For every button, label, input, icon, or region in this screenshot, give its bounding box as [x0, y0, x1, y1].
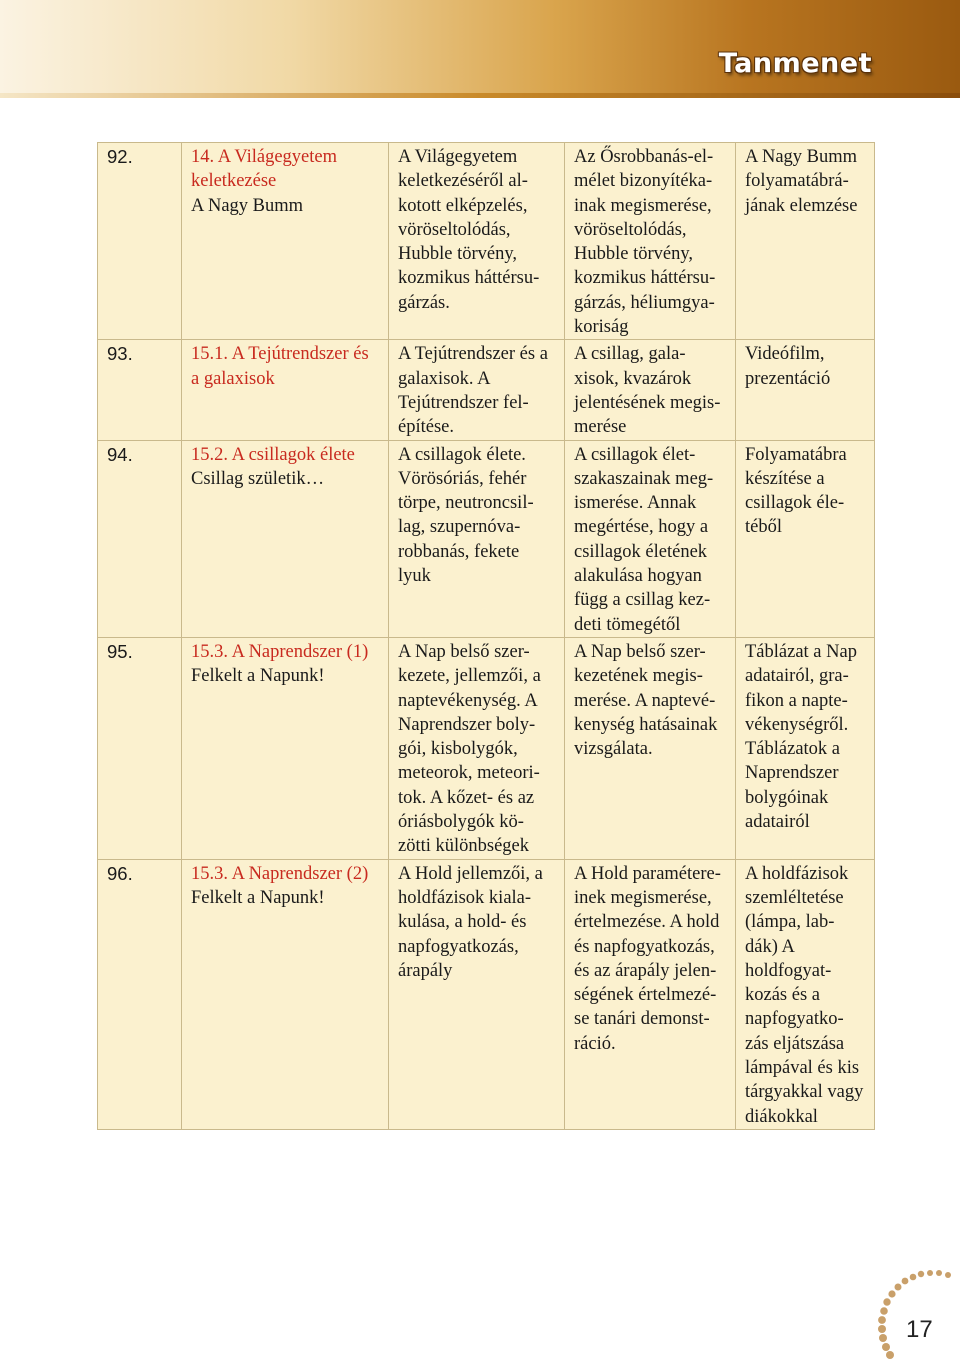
page-number: 17	[906, 1316, 933, 1343]
table-row	[98, 340, 875, 440]
lesson-content: A Hold jellemzői, a holdfázisok kiala-kulása, a hold- és napfogyatkozás, árapály	[389, 859, 565, 1129]
lesson-goals: A csillag, gala-xisok, kvazárok jelentésének megis-merése	[565, 340, 736, 440]
table-row	[98, 440, 875, 637]
lesson-content: A Tejútrendszer és a galaxisok. A Tejútrendszer fel-építése.	[389, 340, 565, 440]
lesson-topic	[182, 637, 389, 859]
lesson-content: A Nap belső szer-kezete, jellemzői, a naptevékenység. A Naprendszer boly-gói, kisbolygók, meteorok, meteori-tok. A kőzet- és az óriásbolygók kö-zötti különbségek	[389, 637, 565, 859]
lesson-number: 96.	[98, 859, 182, 1129]
lesson-number: 95.	[98, 637, 182, 859]
lesson-goals: A Nap belső szer-kezetének megis-merése. A naptevé-kenység hatásainak vizsgálata.	[565, 637, 736, 859]
decorative-dots-icon	[855, 1265, 955, 1360]
table-row	[98, 637, 875, 859]
lesson-content: A csillagok élete. Vörösóriás, fehér törpe, neutroncsil-lag, szupernóva-robbanás, fekete lyuk	[389, 440, 565, 637]
lesson-methods: Táblázat a Nap adatairól, gra-fikon a napte-vékenységről. Táblázatok a Naprendszer bolygóinak adatairól	[736, 637, 875, 859]
section-title: Tanmenet	[718, 48, 872, 79]
lesson-goals: A Hold paramétere-inek megismerése, értelmezése. A hold és napfogyatkozás, és az árapály jelen-ségének értelmezé-se tanári demonst-ráció.	[565, 859, 736, 1129]
lesson-methods: A Nagy Bumm folyamatábrá-jának elemzése	[736, 143, 875, 340]
topic-subtitle: Felkelt a Napunk!	[191, 887, 325, 908]
lesson-goals: A csillagok élet-szakaszainak meg-ismerése. Annak megértése, hogy a csillagok életének alakulása hogyan függ a csillag kez-deti tömegétől	[565, 440, 736, 637]
lesson-topic	[182, 440, 389, 637]
topic-subtitle: A Nagy Bumm	[191, 195, 304, 216]
header-banner	[0, 0, 960, 98]
table-row	[98, 859, 875, 1129]
topic-subtitle: Felkelt a Napunk!	[191, 666, 325, 687]
topic-title: 15.3. A Naprendszer (1)	[191, 641, 369, 662]
table-row	[98, 143, 875, 340]
topic-title: 15.2. A csillagok élete	[191, 444, 355, 465]
topic-title: 14. A Világegyetem keletkezése	[191, 147, 338, 192]
lesson-topic	[182, 143, 389, 340]
lesson-goals: Az Ősrobbanás-el-mélet bizonyítéka-inak megismerése, vöröseltolódás, Hubble törvény, kozmikus háttérsu-gárzás, héliumgya-koriság	[565, 143, 736, 340]
lesson-number: 94.	[98, 440, 182, 637]
lesson-methods: A holdfázisok szemléltetése (lámpa, lab-dák) A holdfogyat-kozás és a napfogyatko-zás eljátszása lámpával és kis tárgyakkal vagy diákokkal	[736, 859, 875, 1129]
topic-title: 15.3. A Naprendszer (2)	[191, 863, 369, 884]
lesson-topic	[182, 340, 389, 440]
lesson-number: 92.	[98, 143, 182, 340]
lesson-content: A Világegyetem keletkezéséről al-kotott elképzelés, vöröseltolódás, Hubble törvény, kozmikus háttérsu-gárzás.	[389, 143, 565, 340]
lesson-topic	[182, 859, 389, 1129]
lesson-methods: Videófilm, prezentáció	[736, 340, 875, 440]
lesson-number: 93.	[98, 340, 182, 440]
topic-title: 15.1. A Tejútrendszer és a galaxisok	[191, 344, 369, 389]
topic-subtitle: Csillag születik…	[191, 468, 325, 489]
lesson-methods: Folyamatábra készítése a csillagok éle-téből	[736, 440, 875, 637]
lesson-plan-table	[97, 142, 875, 1130]
